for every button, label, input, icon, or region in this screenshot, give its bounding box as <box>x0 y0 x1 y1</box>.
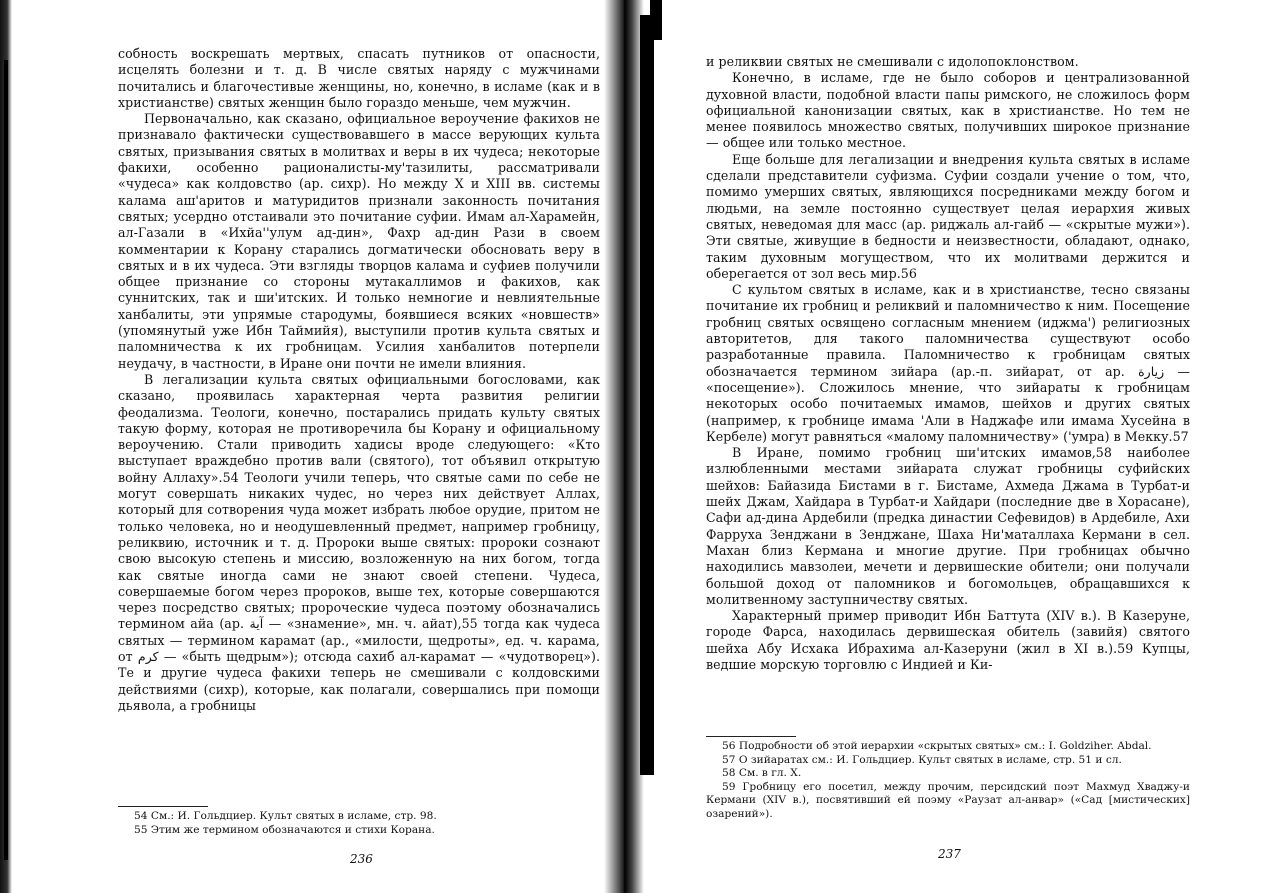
right-footnote-separator <box>706 736 796 737</box>
left-page-number: 236 <box>350 852 373 866</box>
footnote-57: 57 О зийаратах см.: И. Гольдциер. Культ святых в исламе, стр. 51 и сл. <box>722 753 1122 766</box>
right-page-body <box>706 54 1190 673</box>
left-paragraph-3: В легализации культа святых официальными богословами, как сказано, проявилась характерная черта развития религии феодализма. Теологи, конечно, постарались придать культу святых такую форму, которая не противоречила бы Корану и официальному вероучению. Стали приводить хадисы вроде следующего: «Кто выступает враждебно против вали (святого), тот объявил открытую войну Аллаху».54 Теологи учили теперь, что святые сами по себе не могут совершать никаких чудес, но через них действует Аллах, который для сотворения чуда может избрать любое орудие, притом не только человека, но и неодушевленный предмет, например гробницу, реликвию, источник и т. д. Пророки выше святых: пророки сознают свою высокую степень и миссию, возложенную на них богом, тогда как святые иногда сами не знают своей степени. Чудеса, совершаемые богом через пророков, выше тех, которые совершаются через посредство святых; пророческие чудеса поэтому обозначались термином айа (ар. آية — «знамение», мн. ч. айат),55 тогда как чудеса святых — термином карамат (ар., «милости, щедроты», ед. ч. карама, от كرم — «быть щедрым»); отсюда сахиб ал-карамат — «чудотворец»). Те и другие чудеса факихи теперь не смешивали с колдовскими действиями (сихр), которые, как полагали, совершались при помощи дьявола, а гробницы <box>118 371 601 713</box>
book-edge-bar <box>4 60 8 860</box>
left-page-body <box>118 46 600 714</box>
left-footnotes <box>118 810 600 837</box>
right-footnotes <box>706 740 1190 822</box>
footnote-59: 59 Гробницу его посетил, между прочим, персидский поэт Махмуд Хваджу-и Кермани (XIV в.), посвятивший ей поэму «Раузат ал-анвар» («Сад [мистических] озарений»). <box>706 780 1190 820</box>
right-paragraph-1: и реликвии святых не смешивали с идолопоклонством. <box>706 54 1079 69</box>
left-paragraph-1: собность воскрешать мертвых, спасать путников от опасности, исцелять болезни и т. д. В числе святых наряду с мужчинами почитались и благочестивые женщины, но, конечно, в исламе (как и в христианстве) святых женщин было гораздо меньше, чем мужчин. <box>118 46 600 110</box>
right-paragraph-3: Еще больше для легализации и внедрения культа святых в исламе сделали представители суфизма. Суфии создали учение о том, что, помимо умерших святых, являющихся посредниками между богом и людьми, на земле постоянно существует целая иерархия живых святых, неведомая для масс (ар. риджаль ал-гайб — «скрытые мужи»). Эти святые, живущие в бедности и неизвестности, обладают, однако, таким духовным могуществом, что их молитвами держится и оберегается от зол весь мир.56 <box>706 151 1190 281</box>
footnote-54: 54 См.: И. Гольдциер. Культ святых в исламе, стр. 98. <box>134 810 437 822</box>
footnote-55: 55 Этим же термином обозначаются и стихи Корана. <box>134 823 435 836</box>
right-page-number: 237 <box>938 847 961 861</box>
left-footnote-separator <box>118 806 208 807</box>
right-paragraph-6: Характерный пример приводит Ибн Баттута (XIV в.). В Казеруне, городе Фарса, находилась дервишеская обитель (завийя) святого шейха Абу Исхака Ибрахима ал-Казеруни (жил в XI в.).59 Купцы, ведшие морскую торговлю с Индией и Ки- <box>706 608 1190 672</box>
left-paragraph-2: Первоначально, как сказано, официальное вероучение факихов не признавало фактически существовавшего в массе верующих культа святых, призывания святых в молитвах и веры в их чудеса; некоторые факихи, особенно рационалисты-му'тазилиты, рассматривали «чудеса» как колдовство (ар. сихр). Но между X и XIII вв. системы калама аш'аритов и матуридитов признали законность почитания святых; усердно отстаивали это почитание суфии. Имам ал-Харамейн, ал-Газали в «Ихйа''улум ад-дин», Фахр ад-дин Рази в своем комментарии к Корану старались догматически обосновать веру в святых и в их чудеса. Эти взгляды творцов калама и суфиев получили общее признание со стороны мутакаллимов и факихов, как суннитских, так и ши'итских. И только немногие и невлиятельные ханбалиты, эти упрямые стародумы, боявшиеся всяких «новшеств» (упомянутый уже Ибн Таймийя), выступили против культа святых и паломничества к их гробницам. Усилия ханбалитов потерпели неудачу, в частности, в Иране они почти не имели влияния. <box>118 111 600 371</box>
right-paragraph-5: В Иране, помимо гробниц ши'итских имамов,58 наиболее излюбленными местами зийарата служат гробницы суфийских шейхов: Байазида Бистами в г. Бистаме, Ахмеда Джама в Турбат-и шейх Джам, Хайдара в Турбат-и Хайдари (последние две в Хорасане), Сафи ад-дина Ардебили (предка династии Сефевидов) в Ардебиле, Ахи Фарруха Зенджани в Зенджане, Шаха Ни'маталлаха Кермани в сел. Махан близ Кермана и многие другие. При гробницах обычно находились мавзолеи, мечети и дервишеские обители; они получали большой доход от паломников и богомольцев, обращавшихся к молитвенному заступничеству святых. <box>706 445 1190 607</box>
footnote-56: 56 Подробности об этой иерархии «скрытых святых» см.: I. Goldziher. Abdal. <box>722 740 1152 752</box>
right-paragraph-2: Конечно, в исламе, где не было соборов и централизованной духовной власти, подобной власти папы римского, не сложилось форм официальной канонизации святых, как в христианстве. Но тем не менее появилось множество святых, получивших широкое признание — общее или только местное. <box>706 70 1190 151</box>
right-paragraph-4: С культом святых в исламе, как и в христианстве, тесно связаны почитание их гробниц и реликвий и паломничество к ним. Посещение гробниц святых освящено согласным мнением (иджма') религиозных авторитетов, для такого паломничества существуют особо разработанные правила. Паломничество к гробницам святых обозначается термином зийара (ар.-п. зийарат, от ар. زيارة — «посещение»). Сложилось мнение, что зийараты к гробницам некоторых особо почитаемых имамов, шейхов и других святых (например, к гробнице имама 'Али в Наджафе или имама Хусейна в Кербеле) могут равняться «малому паломничеству» ('умра) в Мекку.57 <box>706 282 1190 444</box>
footnote-58: 58 См. в гл. X. <box>722 767 802 780</box>
